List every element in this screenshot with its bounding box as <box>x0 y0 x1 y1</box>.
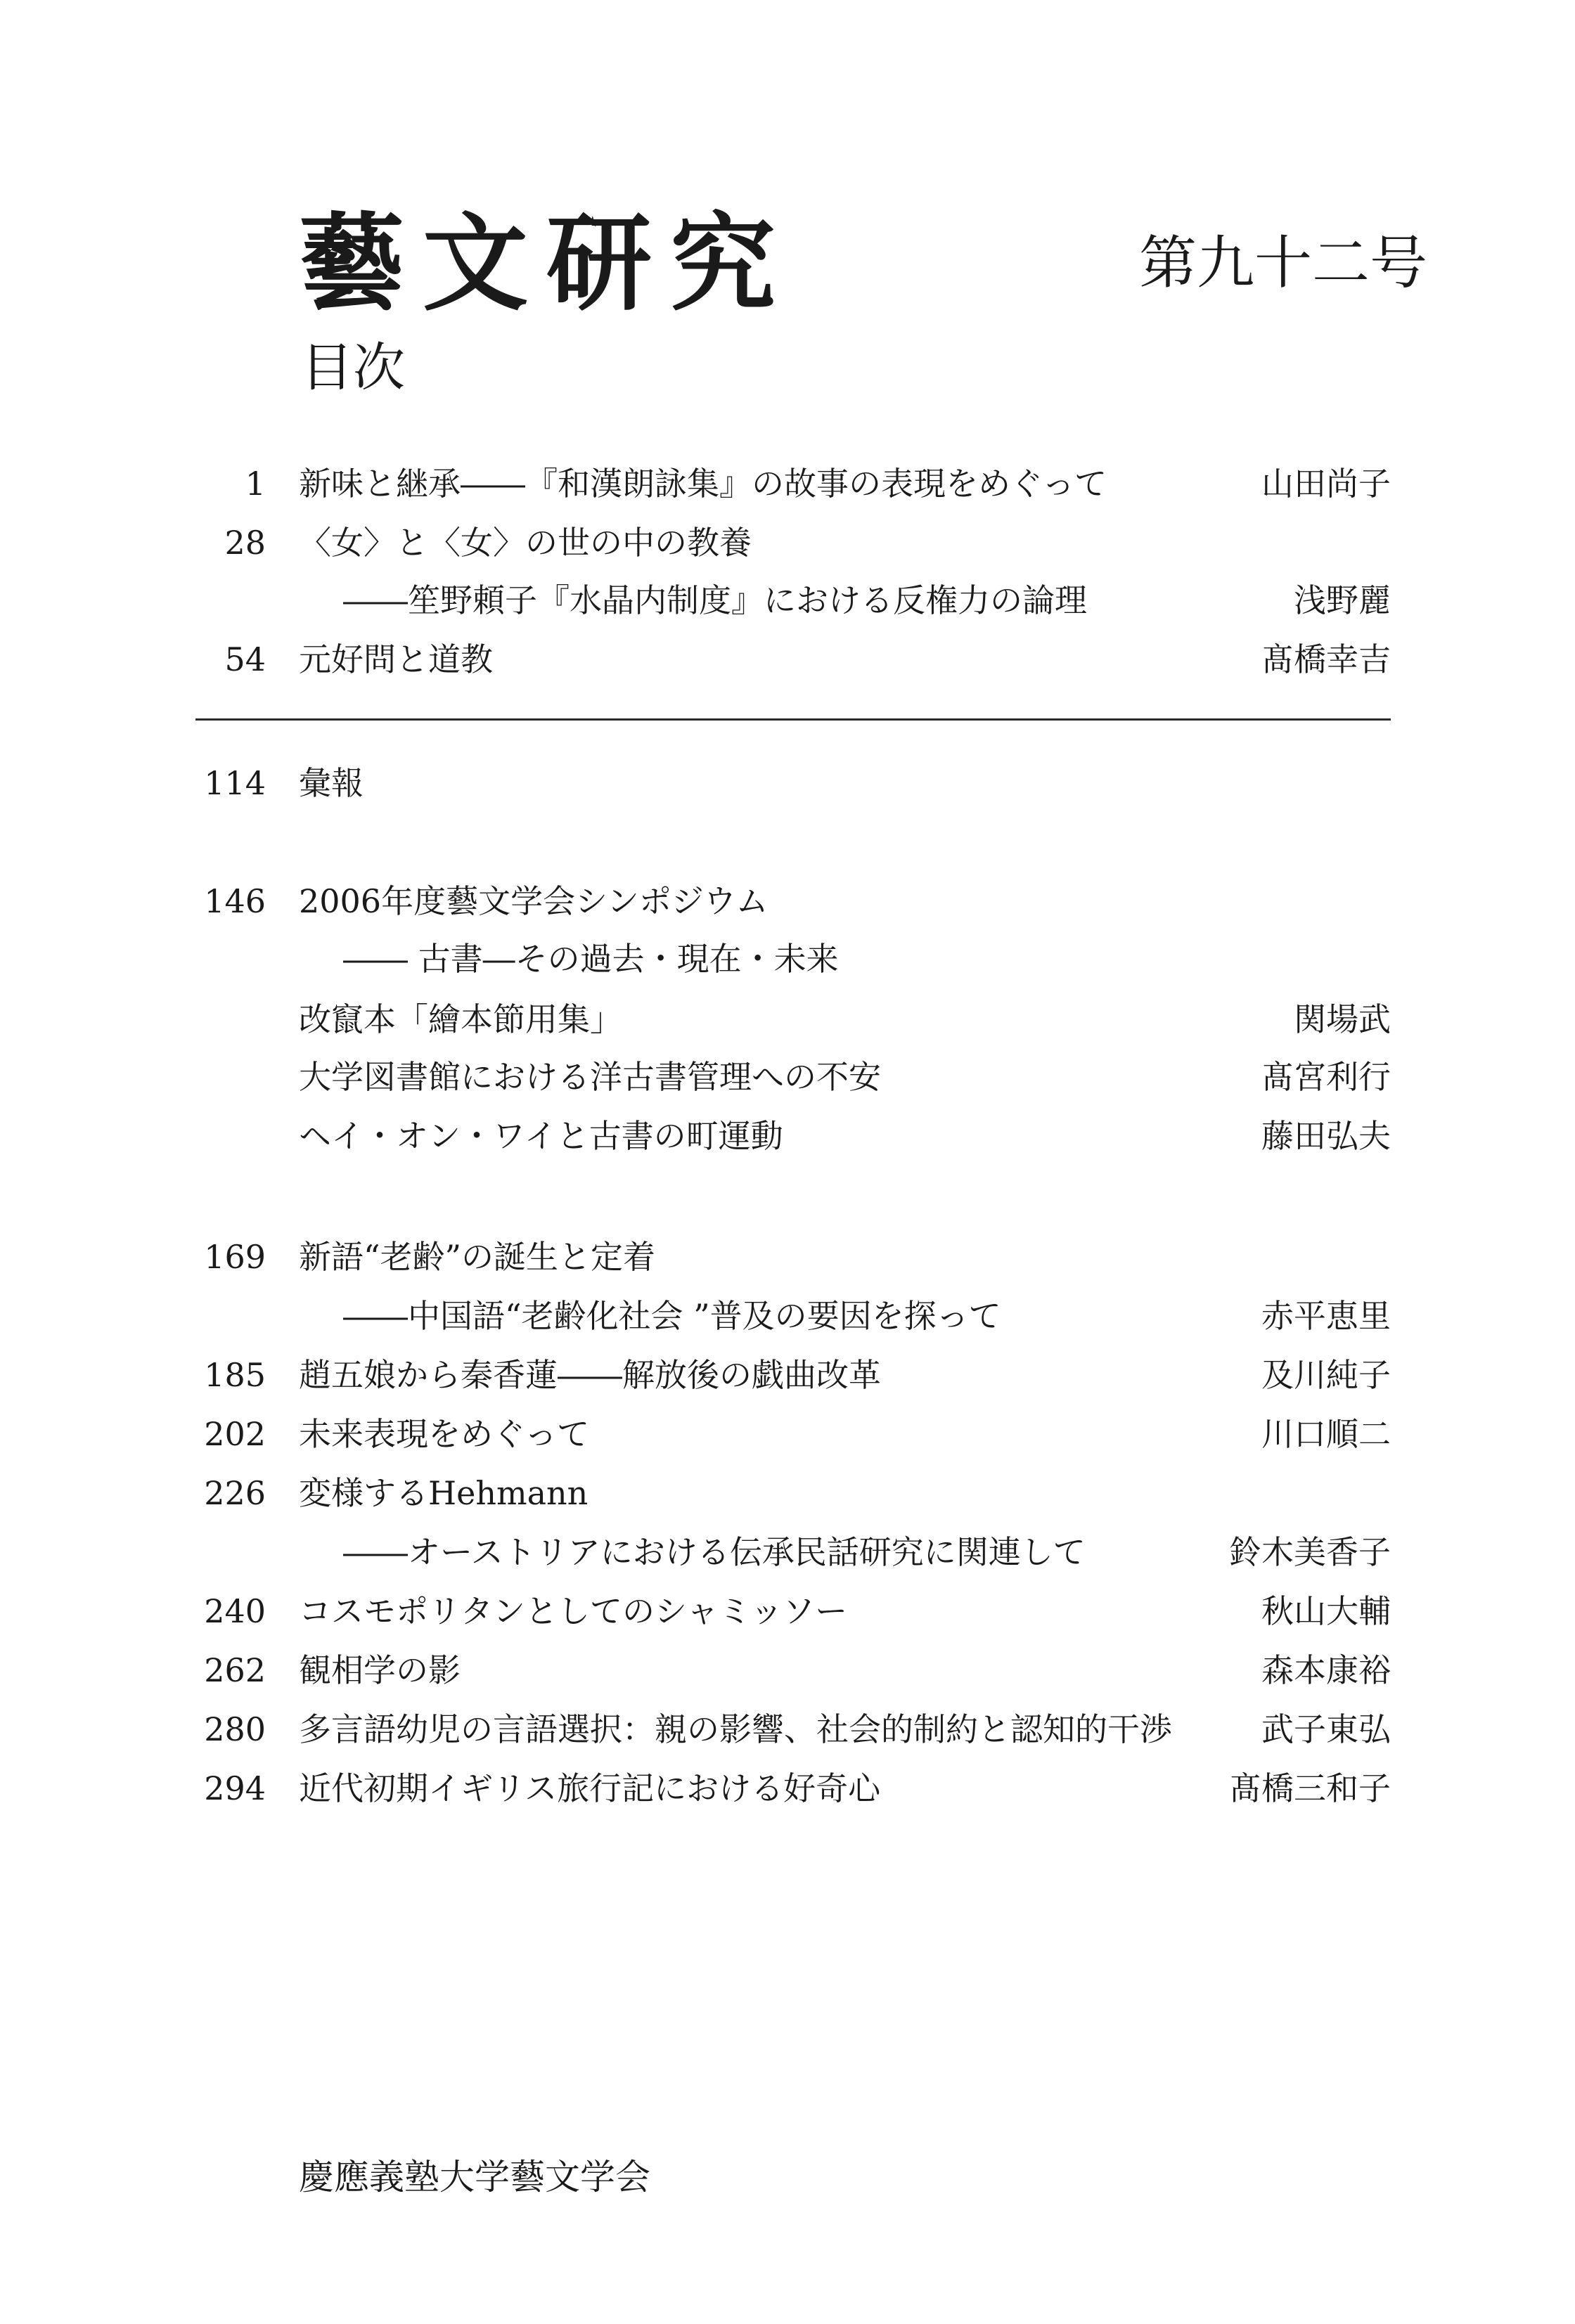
entry-title: 新味と継承――『和漢朗詠集』の故事の表現をめぐって <box>299 465 1107 503</box>
toc-entry <box>0 1707 1575 1752</box>
toc-entry <box>0 1054 1575 1099</box>
entry-author: 髙橋三和子 <box>1229 1769 1391 1807</box>
entry-author: 藤田弘夫 <box>1261 1117 1391 1155</box>
toc-entry <box>0 1234 1575 1279</box>
entry-subtitle: ――笙野頼子『水晶内制度』における反権力の論理 <box>343 581 1087 619</box>
entry-page-number: 185 <box>204 1356 266 1394</box>
entry-subtitle: ――オーストリアにおける伝承民話研究に関連して <box>343 1533 1086 1571</box>
entry-author: 赤平恵里 <box>1261 1297 1391 1335</box>
entry-author: 山田尚子 <box>1261 465 1391 503</box>
entry-title: 彙報 <box>299 764 364 802</box>
entry-author: 川口順二 <box>1261 1415 1391 1453</box>
entry-title: コスモポリタンとしてのシャミッソー <box>299 1592 848 1630</box>
entry-title: 未来表現をめぐって <box>299 1415 590 1453</box>
toc-entry <box>0 1113 1575 1158</box>
entry-page-number: 28 <box>224 524 266 562</box>
toc-entry <box>0 879 1575 924</box>
entry-page-number: 280 <box>204 1710 266 1748</box>
entry-author: 髙橋幸吉 <box>1261 640 1391 678</box>
toc-entry <box>0 520 1575 565</box>
entry-page-number: 1 <box>245 465 266 503</box>
entry-page-number: 240 <box>204 1592 266 1630</box>
toc-entry <box>0 1353 1575 1397</box>
entry-author: 及川純子 <box>1261 1356 1391 1394</box>
entry-page-number: 226 <box>204 1474 266 1512</box>
entry-title: 趙五娘から秦香蓮――解放後の戯曲改革 <box>299 1356 881 1394</box>
journal-title: 藝文研究 <box>299 202 795 325</box>
issue-number: 第九十二号 <box>1139 230 1428 297</box>
entry-author: 関場武 <box>1294 1000 1391 1038</box>
entry-author: 髙宮利行 <box>1261 1058 1391 1096</box>
entry-page-number: 202 <box>204 1415 266 1453</box>
toc-entry-subtitle <box>0 936 1575 981</box>
entry-title: 変様するHehmann <box>299 1474 589 1512</box>
entry-subtitle: ―― 古書―その過去・現在・未来 <box>343 940 839 978</box>
entry-page-number: 262 <box>204 1651 266 1689</box>
entry-title: 大学図書館における洋古書管理への不安 <box>299 1058 881 1096</box>
entry-page-number: 294 <box>204 1769 266 1807</box>
entry-author: 鈴木美香子 <box>1229 1533 1391 1571</box>
toc-entry <box>0 997 1575 1042</box>
entry-subtitle: ――中国語“老齢化社会 ”普及の要因を探って <box>343 1297 1001 1335</box>
toc-entry <box>0 1589 1575 1634</box>
entry-author: 森本康裕 <box>1261 1651 1391 1689</box>
toc-heading: 目次 <box>301 337 405 398</box>
entry-title: 近代初期イギリス旅行記における好奇心 <box>299 1769 881 1807</box>
section-divider <box>195 718 1391 721</box>
toc-entry <box>0 1648 1575 1693</box>
entry-page-number: 169 <box>204 1238 266 1276</box>
toc-entry <box>0 1412 1575 1457</box>
entry-page-number: 54 <box>224 640 266 678</box>
entry-author: 武子東弘 <box>1261 1710 1391 1748</box>
toc-entry <box>0 461 1575 506</box>
toc-entry <box>0 637 1575 682</box>
entry-title: 多言語幼児の言語選択：親の影響、社会的制約と認知的干渉 <box>299 1710 1172 1748</box>
toc-entry <box>0 761 1575 806</box>
entry-page-number: 114 <box>204 764 266 802</box>
toc-entry-subtitle <box>0 1293 1575 1338</box>
publisher: 慶應義塾大学藝文学会 <box>299 2157 650 2197</box>
entry-title: 元好問と道教 <box>299 640 493 678</box>
entry-title: 〈女〉と〈女〉の世の中の教養 <box>299 524 752 562</box>
toc-entry <box>0 1471 1575 1516</box>
toc-entry-subtitle <box>0 1530 1575 1575</box>
entry-title: 観相学の影 <box>299 1651 461 1689</box>
toc-entry-subtitle <box>0 578 1575 623</box>
entry-title: 2006年度藝文学会シンポジウム <box>299 882 769 920</box>
entry-title: 改竄本「繪本節用集」 <box>299 1000 622 1038</box>
entry-author: 浅野麗 <box>1294 581 1391 619</box>
entry-author: 秋山大輔 <box>1261 1592 1391 1630</box>
entry-title: ヘイ・オン・ワイと古書の町運動 <box>299 1117 783 1155</box>
toc-entry <box>0 1766 1575 1811</box>
entry-title: 新語“老齢”の誕生と定着 <box>299 1238 656 1276</box>
entry-page-number: 146 <box>204 882 266 920</box>
